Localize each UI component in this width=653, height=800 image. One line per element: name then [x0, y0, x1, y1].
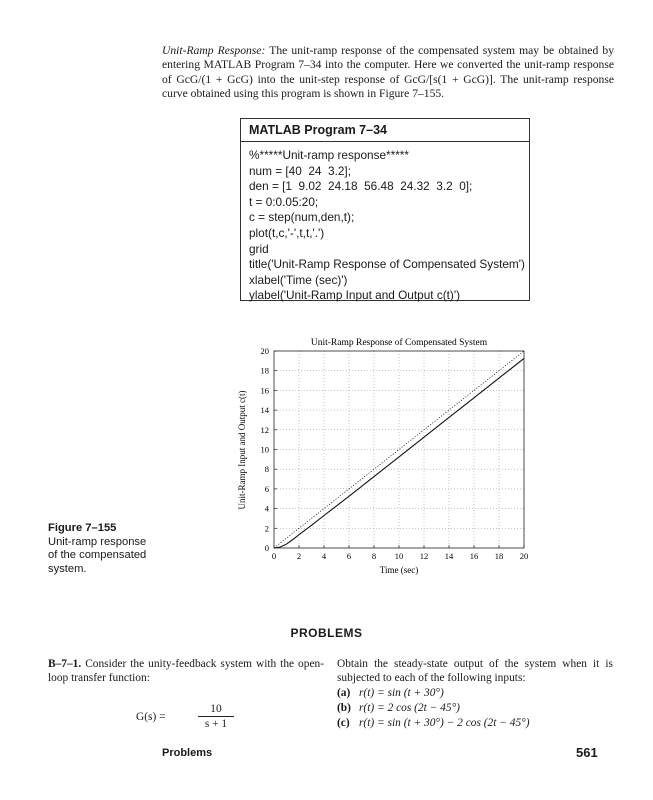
x-tick-label: 4 [321, 551, 327, 561]
chart-ylabel: Unit-Ramp Input and Output c(t) [237, 390, 247, 510]
x-tick-label: 0 [271, 551, 277, 561]
section-heading: PROBLEMS [290, 626, 363, 640]
program-title: MATLAB Program 7–34 [241, 119, 529, 142]
y-tick-label: 6 [264, 483, 269, 494]
code-line: grid [249, 241, 269, 256]
x-tick-label: 12 [419, 551, 429, 561]
input-c [337, 717, 530, 729]
problem-number: B–7–1. [48, 658, 82, 670]
y-tick-label: 16 [260, 385, 269, 396]
chart-ticks [261, 346, 529, 561]
y-tick-label: 20 [260, 346, 269, 356]
problem-statement [48, 657, 324, 685]
x-tick-label: 2 [296, 551, 302, 561]
y-tick-label: 18 [260, 365, 269, 376]
x-tick-label: 14 [444, 551, 454, 561]
gs-lhs: G(s) = [136, 711, 166, 723]
input-a [337, 687, 444, 699]
problem-text: Consider the unity-feedback system with the open-loop transfer function: [48, 658, 324, 684]
code-line: %*****Unit-ramp response***** [249, 148, 409, 162]
x-tick-label: 20 [519, 551, 529, 561]
input-tag: (a) [337, 687, 351, 699]
input-tag: (b) [337, 702, 351, 714]
chart-series [274, 351, 524, 548]
code-line: num = [40 24 3.2]; [249, 163, 351, 178]
code-line: den = [1 9.02 24.18 56.48 24.32 3.2 0]; [249, 179, 473, 194]
gs-numerator: 10 [210, 703, 222, 715]
x-tick-label: 16 [469, 551, 479, 561]
gs-fraction [198, 703, 234, 730]
fraction-bar [198, 716, 234, 717]
code-line: c = step(num,den,t); [249, 210, 355, 225]
code-line: t = 0:0.05:20; [249, 194, 319, 209]
figure-label: Figure 7–155 [48, 522, 117, 534]
page-number: 561 [576, 745, 598, 760]
y-tick-label: 2 [264, 523, 269, 534]
code-line: plot(t,c,'-',t,t,'.') [249, 225, 325, 240]
footer-section: Problems [162, 747, 213, 759]
chart-title: Unit-Ramp Response of Compensated System [310, 338, 488, 348]
x-tick-label: 18 [494, 551, 504, 561]
code-line: ylabel('Unit-Ramp Input and Output c(t)') [249, 288, 461, 303]
gs-denominator: s + 1 [204, 718, 228, 730]
input-b [337, 702, 460, 714]
figure-caption-text: Unit-ramp response of the compensated system. [48, 535, 147, 575]
x-tick-label: 8 [371, 551, 377, 561]
input-tag: (c) [337, 717, 350, 729]
code-line: title('Unit-Ramp Response of Compensated System') [249, 257, 525, 272]
input-expr: r(t) = 2 cos (2t − 45°) [359, 702, 460, 714]
y-tick-label: 14 [260, 405, 269, 416]
intro-heading: Unit-Ramp Response: [162, 44, 266, 57]
y-tick-label: 10 [260, 444, 269, 455]
x-tick-label: 10 [394, 551, 404, 561]
input-expr: r(t) = sin (t + 30°) − 2 cos (2t − 45°) [359, 717, 530, 729]
problem-right-text: Obtain the steady-state output of the system when it is subjected to each of the following inputs: [337, 658, 613, 684]
y-tick-label: 8 [264, 464, 269, 475]
y-tick-label: 0 [264, 543, 269, 553]
input-expr: r(t) = sin (t + 30°) [359, 687, 444, 699]
x-tick-label: 6 [346, 551, 352, 561]
input-ramp-line [274, 351, 524, 548]
chart-xlabel: Time (sec) [379, 565, 419, 575]
intro-text: The unit-ramp response of the compensated system may be obtained by entering MATLAB Program 7–34 into the computer. Here we converted the unit-ramp response of GcG/(1 + GcG) into the unit-step response of GcG/[s(1 + GcG)]. The unit-ramp response curve obtained using this program is shown in Figure 7–155. [162, 44, 614, 100]
y-tick-label: 4 [264, 503, 269, 514]
y-tick-label: 12 [260, 424, 269, 435]
code-line: xlabel('Time (sec)') [249, 272, 348, 287]
